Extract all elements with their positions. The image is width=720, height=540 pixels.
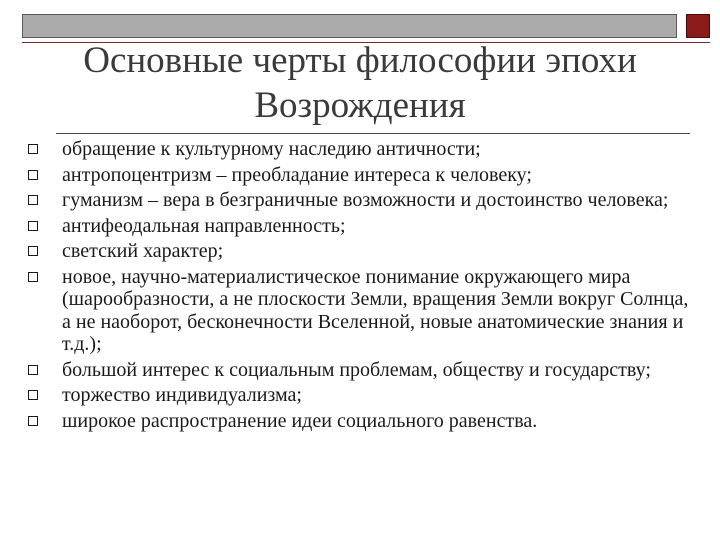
slide-title bbox=[0, 38, 720, 128]
list-item-text: торжество индивидуализма; bbox=[62, 384, 302, 406]
square-bullet-icon bbox=[28, 272, 38, 282]
square-bullet-icon bbox=[28, 221, 38, 231]
square-bullet-icon bbox=[28, 416, 38, 426]
header-bar bbox=[22, 14, 677, 38]
list-item-text: антифеодальная направленность; bbox=[62, 214, 346, 237]
list-item bbox=[28, 138, 700, 161]
list-item-text: светский характер; bbox=[62, 240, 224, 262]
list-item bbox=[28, 215, 700, 238]
square-bullet-icon bbox=[28, 144, 38, 154]
list-item bbox=[28, 189, 700, 212]
square-bullet-icon bbox=[28, 246, 38, 256]
list-item bbox=[28, 359, 700, 382]
square-bullet-icon bbox=[28, 365, 38, 375]
list-item bbox=[28, 266, 700, 356]
list-item bbox=[28, 240, 700, 263]
list-item-text: гуманизм – вера в безграничные возможности и достоинство человека; bbox=[62, 189, 669, 211]
list-item-text: новое, научно-материалистическое понимание окружающего мира (шарообразности, а не плоскости Земли, вращения Земли вокруг Солнца, а не наоборот, бесконечности Вселенной, новые анатомические знания и т.д.); bbox=[62, 265, 689, 355]
square-bullet-icon bbox=[28, 390, 38, 400]
list-item bbox=[28, 164, 700, 187]
feature-list bbox=[28, 138, 700, 435]
list-item-text: обращение к культурному наследию античности; bbox=[62, 138, 481, 160]
list-item-text: широкое распространение идеи социального равенства. bbox=[62, 409, 538, 432]
square-bullet-icon bbox=[28, 170, 38, 180]
list-item bbox=[28, 410, 700, 433]
title-divider bbox=[56, 133, 690, 134]
list-item-text: антропоцентризм – преобладание интереса к человеку; bbox=[62, 163, 532, 186]
square-bullet-icon bbox=[28, 195, 38, 205]
list-item-text: большой интерес к социальным проблемам, обществу и государству; bbox=[62, 358, 651, 381]
slide-title-line-2: Возрождения bbox=[254, 85, 466, 126]
list-item bbox=[28, 384, 700, 407]
slide-title-line-1: Основные черты философии эпохи bbox=[83, 40, 637, 81]
accent-square bbox=[686, 14, 710, 38]
